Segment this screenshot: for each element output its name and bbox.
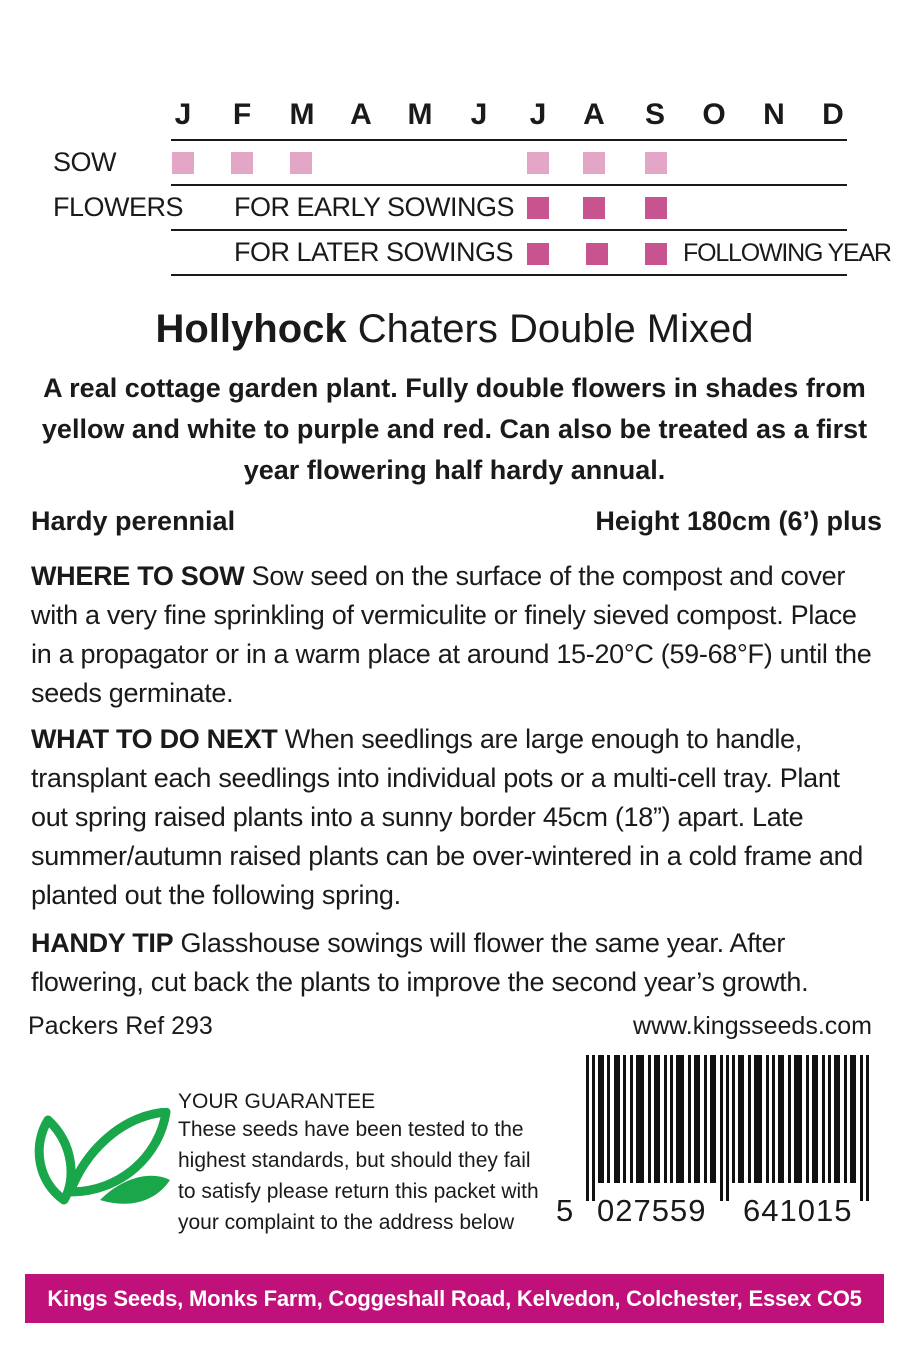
- calendar-divider: [171, 139, 847, 141]
- what-to-do-next-text: When seedlings are large enough to handle, transplant each seedlings into individual pots or a multi-cell tray. Plant out spring raised plants into a sunny border 45cm (18”) apart. Late summer/autumn raised plants can be over-wintered in a cold frame and planted out the following spring.: [31, 724, 864, 910]
- leaf-icon: [30, 1108, 172, 1210]
- handy-tip-heading: HANDY TIP: [31, 928, 174, 958]
- month-oct: O: [702, 98, 726, 131]
- flower-later-marker-aug: [586, 243, 608, 265]
- sow-marker-jul: [527, 152, 549, 174]
- month-apr: A: [350, 98, 372, 131]
- month-jan: J: [174, 98, 192, 131]
- calendar-divider: [171, 184, 847, 186]
- what-to-do-next-section: [31, 720, 881, 915]
- month-may: M: [407, 98, 433, 131]
- month-nov: N: [763, 98, 785, 131]
- month-feb: F: [232, 98, 252, 131]
- product-name: Hollyhock: [155, 307, 347, 351]
- plant-height: Height 180cm (6’) plus: [595, 506, 882, 536]
- where-to-sow-text: Sow seed on the surface of the compost and cover with a very fine sprinkling of vermiculite or finely sieved compost. Place in a propagator or in a warm place at around 15-20°C (59-68°F) until the seeds germinate.: [31, 561, 872, 708]
- sow-marker-mar: [290, 152, 312, 174]
- month-aug: A: [583, 98, 605, 131]
- handy-tip-section: [31, 924, 881, 1002]
- flowers-row-label: FLOWERS: [53, 192, 184, 222]
- calendar-divider: [171, 274, 847, 276]
- guarantee-text: These seeds have been tested to the highest standards, but should they fail to satisfy please return this packet with your complaint to the address below: [178, 1118, 539, 1234]
- product-intro: A real cottage garden plant. Fully double flowers in shades from yellow and white to purple and red. Can also be treated as a first year flowering half hardy annual.: [41, 373, 868, 485]
- month-sep: S: [644, 98, 665, 131]
- following-year-label: FOLLOWING YEAR: [683, 239, 891, 267]
- guarantee-heading: YOUR GUARANTEE: [178, 1090, 376, 1113]
- packers-ref: Packers Ref 293: [28, 1012, 213, 1040]
- sow-marker-jan: [172, 152, 194, 174]
- flower-later-marker-sep: [645, 243, 667, 265]
- barcode: [586, 1055, 870, 1201]
- sow-marker-aug: [583, 152, 605, 174]
- early-sowings-label: FOR EARLY SOWINGS: [234, 192, 515, 222]
- calendar-divider: [171, 229, 847, 231]
- month-dec: D: [822, 98, 844, 131]
- where-to-sow-heading: WHERE TO SOW: [31, 561, 245, 591]
- month-jun: J: [470, 98, 488, 131]
- plant-type: Hardy perennial: [31, 506, 236, 536]
- handy-tip-text: Glasshouse sowings will flower the same year. After flowering, cut back the plants to improve the second year’s growth.: [31, 928, 809, 997]
- later-sowings-label: FOR LATER SOWINGS: [234, 237, 514, 267]
- address-footer: Kings Seeds, Monks Farm, Coggeshall Road, Kelvedon, Colchester, Essex CO5 9PG: [25, 1274, 884, 1323]
- product-title: [0, 307, 909, 352]
- barcode-first-digit: 5: [556, 1193, 575, 1228]
- sow-marker-sep: [645, 152, 667, 174]
- what-to-do-next-heading: WHAT TO DO NEXT: [31, 724, 278, 754]
- month-jul: J: [529, 98, 547, 131]
- flower-early-marker-aug: [583, 197, 605, 219]
- where-to-sow-section: [31, 557, 881, 713]
- month-mar: M: [289, 98, 315, 131]
- sow-marker-feb: [231, 152, 253, 174]
- flower-early-marker-sep: [645, 197, 667, 219]
- website: www.kingsseeds.com: [633, 1012, 872, 1040]
- barcode-right-digits: 641015: [743, 1193, 853, 1228]
- flower-later-marker-jul: [527, 243, 549, 265]
- flower-early-marker-jul: [527, 197, 549, 219]
- product-variety: Chaters Double Mixed: [357, 307, 754, 351]
- barcode-left-digits: 027559: [597, 1193, 707, 1228]
- sow-row-label: SOW: [53, 147, 116, 177]
